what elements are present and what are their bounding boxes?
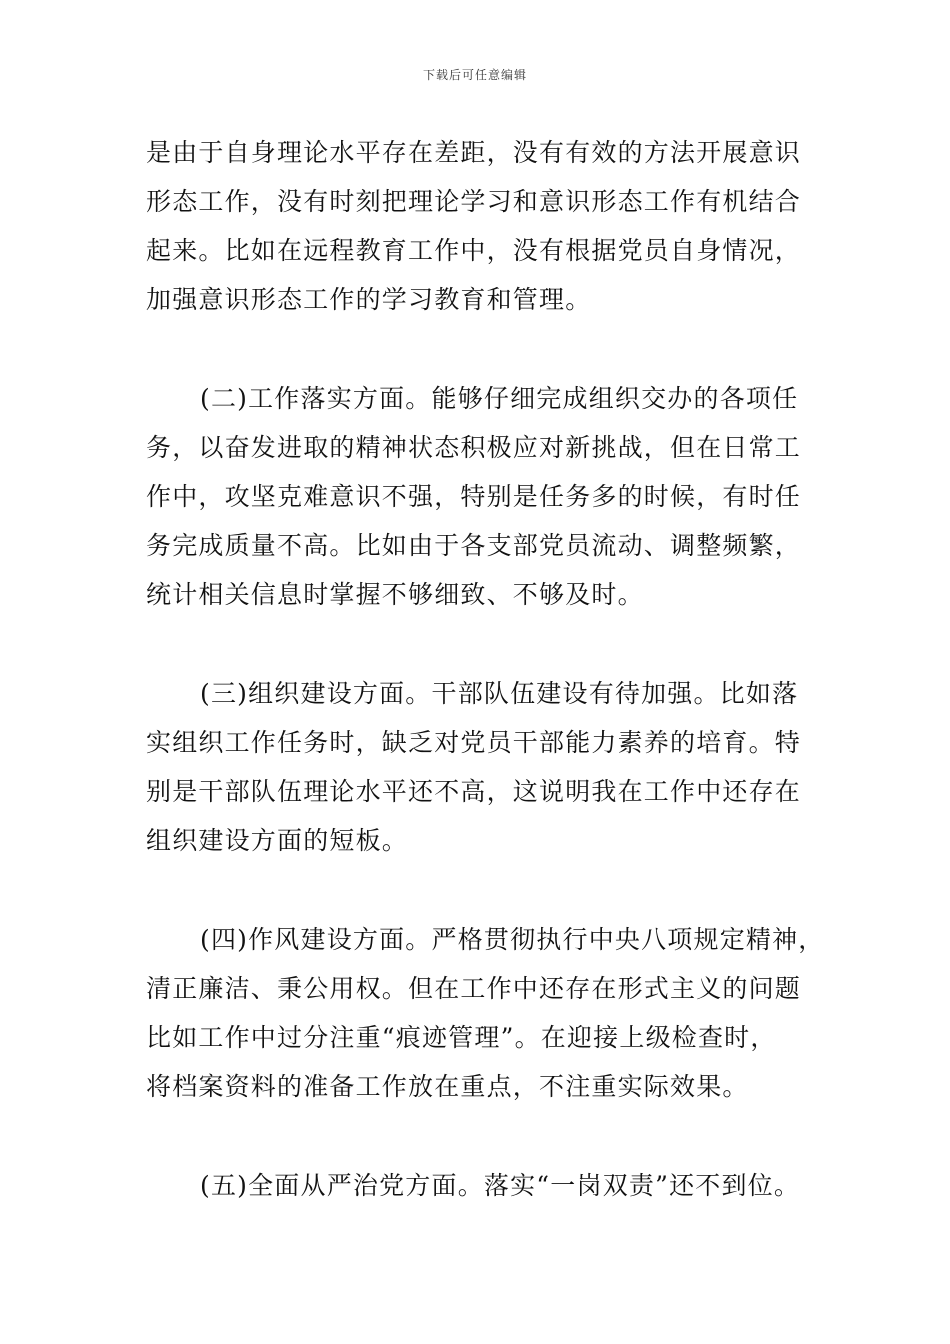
paragraph xyxy=(146,915,836,1111)
header-note: 下载后可任意编辑 xyxy=(422,68,527,82)
text-line: 统计相关信息时掌握不够细致、不够及时。 xyxy=(146,580,644,609)
paragraph-gap xyxy=(146,865,836,915)
text-line: 务完成质量不高。比如由于各支部党员流动、调整频繁， xyxy=(146,531,802,560)
document-body xyxy=(146,128,836,1210)
text-line: 组织建设方面的短板。 xyxy=(146,826,409,855)
text-line: 实组织工作任务时，缺乏对党员干部能力素养的培育。特 xyxy=(146,728,802,757)
paragraph xyxy=(146,1161,836,1210)
paragraph xyxy=(146,669,836,865)
text-line: 清正廉洁、秉公用权。但在工作中还存在形式主义的问题 xyxy=(146,974,802,1003)
paragraph-gap xyxy=(146,324,836,374)
paragraph xyxy=(146,128,836,324)
text-line: (三)组织建设方面。干部队伍建设有待加强。比如落 xyxy=(200,679,799,708)
paragraph-gap xyxy=(146,619,836,669)
text-line: (五)全面从严治党方面。落实“一岗双责”还不到位。 xyxy=(200,1171,801,1200)
text-line: (二)工作落实方面。能够仔细完成组织交办的各项任 xyxy=(200,384,799,413)
text-line: 务，以奋发进取的精神状态积极应对新挑战，但在日常工 xyxy=(146,433,802,462)
text-line: 作中，攻坚克难意识不强，特别是任务多的时候，有时任 xyxy=(146,482,802,511)
text-line: (四)作风建设方面。严格贯彻执行中央八项规定精神， xyxy=(200,925,825,954)
text-line: 起来。比如在远程教育工作中，没有根据党员自身情况， xyxy=(146,236,802,265)
text-line: 别是干部队伍理论水平还不高，这说明我在工作中还存在 xyxy=(146,777,802,806)
text-line: 加强意识形态工作的学习教育和管理。 xyxy=(146,285,592,314)
paragraph-gap xyxy=(146,1111,836,1161)
paragraph xyxy=(146,374,836,619)
text-line: 是由于自身理论水平存在差距，没有有效的方法开展意识 xyxy=(146,138,802,167)
text-line: 比如工作中过分注重“痕迹管理”。在迎接上级检查时， xyxy=(146,1023,777,1052)
text-line: 形态工作，没有时刻把理论学习和意识形态工作有机结合 xyxy=(146,187,802,216)
text-line: 将档案资料的准备工作放在重点，不注重实际效果。 xyxy=(146,1072,749,1101)
